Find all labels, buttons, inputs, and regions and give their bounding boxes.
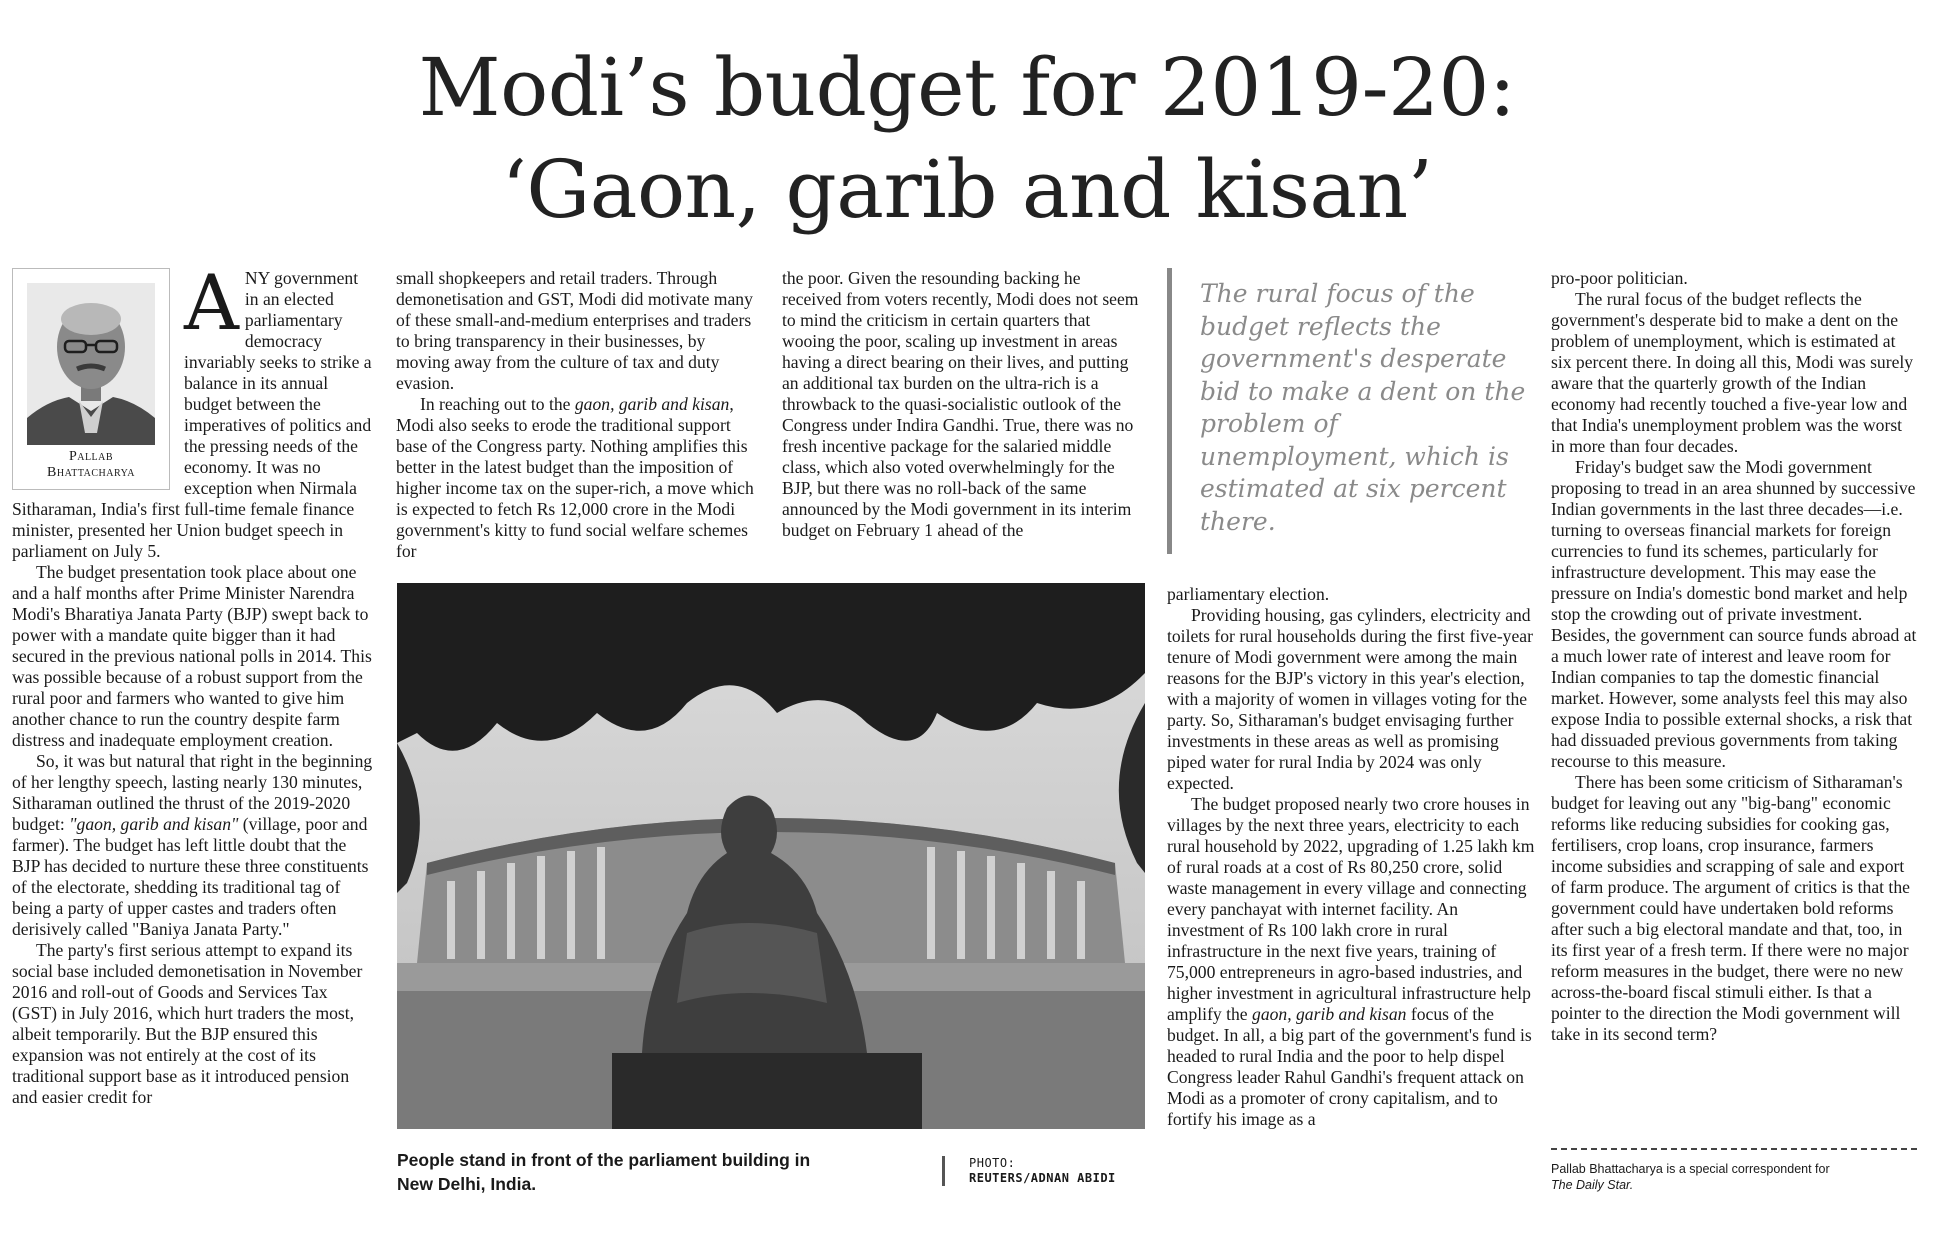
footnote-text: Pallab Bhattacharya is a special correspondent for: [1551, 1162, 1830, 1176]
photo-credit-label: PHOTO:: [969, 1156, 1016, 1170]
author-photo: [27, 283, 155, 445]
article-column-4: [1167, 584, 1539, 1130]
pull-quote: The rural focus of the budget reflects the government's desperate bid to make a dent on the problem of unemployment, which is estimated at six percent there.: [1167, 268, 1537, 554]
paragraph-text: focus of the budget. In all, a big part of the government's fund is headed to rural India and the poor to help dispel Congress leader Rahul Gandhi's frequent attack on Modi as a promoter of crony capitalism, and to fortify his image as a: [1167, 1004, 1532, 1129]
author-box: [12, 268, 170, 490]
footnote-divider: [1551, 1148, 1917, 1150]
paragraph: The budget presentation took place about one and a half months after Prime Minister Narendra Modi's Bharatiya Janata Party (BJP) swept back to power with a mandate quite bigger than it had secured in the previous national polls in 2014. This was possible because of a robust support from the rural poor and farmers who wanted to give him another chance to run the country despite farm distress and inadequate employment creation.: [12, 562, 372, 750]
paragraph-text: (village, poor and farmer). The budget has left little doubt that the BJP has decided to nurture these three constituents of the electorate, shedding its traditional tag of being a party of upper castes and traders often derisively called "Baniya Janata Party.": [12, 814, 369, 939]
author-first-name: Pallab: [68, 449, 114, 464]
article-column-5: [1551, 268, 1919, 1045]
italic-phrase: gaon, garib and kisan: [574, 394, 730, 414]
paragraph: [12, 751, 376, 940]
paragraph-text: The budget proposed nearly two crore houses in villages by the next three years, electricity to each rural household by 2022, upgrading of 1.25 lakh km of rural roads at a cost of Rs 80,250 crore, solid waste management in every village and connecting every panchayat with internet facility. An investment of Rs 100 lakh crore in rural infrastructure in the next five years, training of 75,000 entrepreneurs in agro-based industries, and higher investment in agricultural infrastructure help amplify the: [1167, 794, 1535, 1024]
paragraph: parliamentary election.: [1167, 584, 1330, 604]
paragraph-text: So, it was but natural that right in the beginning of her lengthy speech, lasting nearly 130 minutes, Sitharaman outlined the thrust of the 2019-2020 budget:: [12, 751, 373, 834]
paragraph: pro-poor politician.: [1551, 268, 1688, 288]
paragraph: the poor. Given the resounding backing he received from voters recently, Modi does not seem to mind the criticism in certain quarters that wooing the poor, scaling up investment in areas having a direct bearing on their lives, and putting an additional tax burden on the ultra-rich is a throwback to the quasi-socialistic outlook of the Congress under Indira Gandhi. True, there was no fresh incentive package for the salaried middle class, which also voted overwhelmingly for the BJP, but there was no roll-back of the same announced by the Modi government in its interim budget on February 1 ahead of the: [782, 268, 1139, 540]
paragraph: The party's first serious attempt to expand its social base included demonetisation in November 2016 and roll-out of Goods and Services Tax (GST) in July 2016, which hurt traders the most, albeit temporarily. But the BJP ensured this expansion was not entirely at the cost of its traditional support base as it introduced pension and easier credit for: [12, 940, 363, 1107]
headline-line-2: ‘Gaon, garib and kisan’: [501, 143, 1433, 236]
author-name: [13, 449, 169, 481]
headline-line-1: Modi’s budget for 2019-20:: [418, 41, 1516, 134]
paragraph: The rural focus of the budget reflects the government's desperate bid to make a dent on the problem of unemployment, which is estimated at six percent there. In doing all this, Modi was surely aware that the quarterly growth of the Indian economy had recently touched a five-year low and that India's unemployment problem was the worst in more than four decades.: [1551, 289, 1914, 456]
paragraph: There has been some criticism of Sitharaman's budget for leaving out any "big-bang" economic reforms like reducing subsidies for cooking gas, fertilisers, crop loans, crop insurance, farmers income subsidies and scrapping of sale and export of farm produce. The argument of critics is that the government could have undertaken bold reforms after such a big electoral mandate and that, too, in its first year of a fresh term. If there were no major reform measures in the budget, there were no new across-the-board fiscal stimuli either. Is that a pointer to the direction the Modi government will take in its second term?: [1551, 772, 1910, 1044]
paragraph: Providing housing, gas cylinders, electricity and toilets for rural households during the first five-year tenure of Modi government were among the main reasons for the BJP's victory in this year's election, with a majority of women in villages voting for the party. So, Sitharaman's budget envisaging further investments in these areas as well as promising piped water for rural India by 2024 was only expected.: [1167, 605, 1533, 793]
paragraph-text: NY government in an elected parliamentary democracy invariably seeks to strike a balance in its annual budget between the imperatives of politics and the pressing needs of the economy. It was no exception when Nirmala Sitharaman, India's first full-time female finance minister, presented her Union budget speech in parliament on July 5.: [12, 268, 372, 561]
photo-credit-source: REUTERS/ADNAN ABIDI: [969, 1171, 1116, 1185]
paragraph: Friday's budget saw the Modi government proposing to tread in an area shunned by successive Indian governments in the last three decades—i.e. turning to overseas financial markets for foreign currencies to fund its schemes, particularly for infrastructure development. This may ease the pressure on India's domestic bond market and help stop the crowding out of private investment. Besides, the government can source funds abroad at a much lower rate of interest and leave room for Indian companies to tap the domestic financial market. However, some analysts feel this may also expose India to possible external shocks, a risk that had dissuaded previous governments from taking recourse to this measure.: [1551, 457, 1917, 771]
paragraph-text: In reaching out to the: [420, 394, 575, 414]
author-last-name: Bhattacharya: [47, 465, 135, 480]
photo-credit: [942, 1156, 1116, 1186]
paragraph: [396, 394, 758, 562]
article-column-3: [782, 268, 1144, 541]
article-column-2: [396, 268, 758, 562]
photo-caption: People stand in front of the parliament building in New Delhi, India.: [397, 1150, 811, 1194]
parliament-photo: [397, 583, 1145, 1129]
italic-phrase: "gaon, garib and kisan": [69, 814, 239, 834]
author-footnote: [1551, 1161, 1921, 1193]
article-column-1: [12, 258, 376, 1108]
paragraph-text: , Modi also seeks to erode the traditional support base of the Congress party. Nothing amplifies this better in the latest budget than the imposition of higher income tax on the super-rich, a move which is expected to fetch Rs 12,000 crore in the Modi government's kitty to fund social welfare schemes for: [396, 394, 754, 561]
drop-cap: A: [184, 258, 239, 347]
footnote-publication: The Daily Star.: [1551, 1178, 1634, 1192]
paragraph: small shopkeepers and retail traders. Through demonetisation and GST, Modi did motivate many of these small-and-medium enterprises and traders to bring transparency in their businesses, by moving away from the culture of tax and duty evasion.: [396, 268, 753, 393]
italic-phrase: gaon, garib and kisan: [1252, 1004, 1407, 1024]
paragraph: [1167, 794, 1539, 1130]
